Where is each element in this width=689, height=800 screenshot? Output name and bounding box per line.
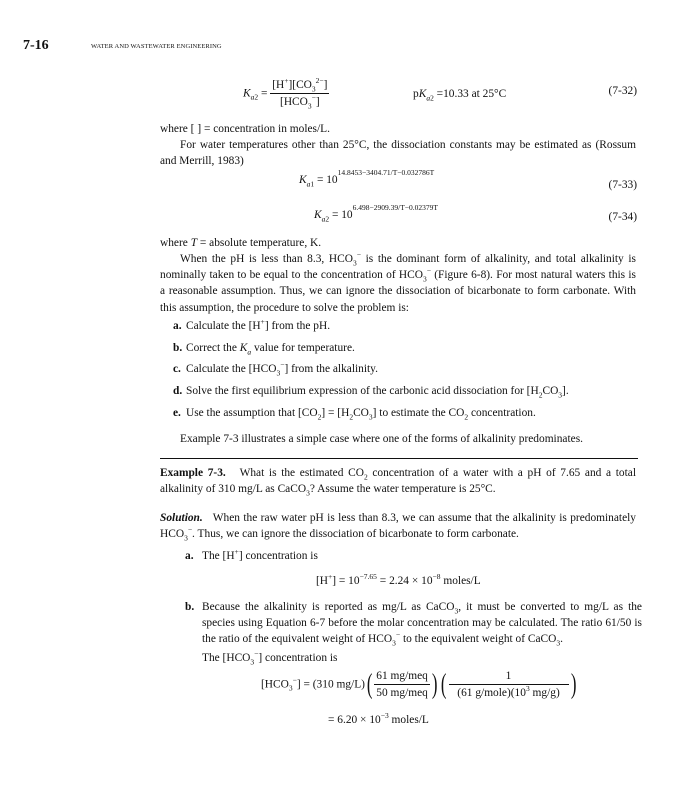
h-concentration-equation: $[H^+] = 10^{-7.65} = 2.24 \times 10^{-8}$ moles/L [316,572,481,587]
list-item: a. Calculate the [H+] from the pH. [173,317,331,332]
hco3-intro: The $[HCO_3^-]$ concentration is [202,649,338,667]
hco3-calculation: $[HCO_3^-] = (310$ mg/L)( $\frac{\text{61 mg/meq}}{\text{50 mg/meq}}$ ) ( $\frac{1}{(61 g/mole)(10^3 mg/g)}$ ) [261,668,576,700]
list-item: d. Solve the first equilibrium expression of the carbonic acid dissociation for $[H_2CO_3]$. [173,385,569,400]
equation-number: (7-32) [608,85,637,97]
hco3-result: = $6.20 \times 10^{-3}$ moles/L [328,711,429,726]
page-number: 7-16 [23,38,49,53]
equation-7-32: $K_{a2}$ = $\frac{[H^+][CO_3^{2-}]}{[HCO_3^-]}$ [243,76,328,111]
paragraph: where T = absolute temperature, K. [160,237,322,249]
equation-7-33: $K_{a1} = 10^{14.8453-3404.71/T-0.032786T}$ [299,168,435,189]
example-solution: Solution. When the raw water pH is less than 8.3, we can assume that the alkalinity is predominately $HCO_3^-$. Thus, we can ignore the dissociation of bicarbonate to form carbonate. [160,512,636,543]
list-item: c. Calculate the $[HCO_3^-]$ from the alkalinity. [173,360,378,378]
solution-step-a: a. The [H+] concentration is [185,547,318,562]
divider [160,458,638,459]
paragraph: Example 7-3 illustrates a simple case where one of the forms of alkalinity predominates. [180,433,583,445]
equation-7-34: $K_{a2} = 10^{6.498-2909.39/T-0.02379T}$ [314,203,438,224]
equation-7-32-pka2: $pK_{a2} =10.33$ at 25°C [413,88,507,103]
equation-number: (7-33) [608,179,637,191]
paragraph: where [ ] = concentration in moles/L. [160,123,330,135]
example-question: Example 7-3. What is the estimated $CO_2$ concentration of a water with a pH of 7.65 and a total alkalinity of 310 mg/L as CaCO$_3$? Assume the water temperature is 25°C. [160,467,637,498]
list-item: e. Use the assumption that $[CO_2] = [H_2CO_3]$ to estimate the $CO_2$ concentration. [173,407,536,422]
paragraph: When the pH is less than 8.3, $HCO_3^-$ is the dominant form of alkalinity, and total alkalinity is nominally taken to be equal to the concentration of $HCO_3^-$ (Figure 6-8). For most natural waters this is a reasonable assumption. Thus, we can ignore the dissociation of bicarbonate to form carbonate. With this assumption, the procedure to solve the problem is: [160,250,636,314]
running-title: WATER AND WASTEWATER ENGINEERING [91,43,222,50]
paragraph: For water temperatures other than 25°C, the dissociation constants may be estimated as (Rossum and Merrill, 1983) [160,139,636,168]
list-item: b. Correct the $K_a$ value for temperature. [173,342,355,357]
equation-number: (7-34) [608,211,637,223]
solution-step-b: b. Because the alkalinity is reported as mg/L as CaCO$_3$, it must be converted to mg/L as the species using Equation 6-7 before the molar concentration may be calculated. The ratio 61/50 is the ratio of the equivalent weight of $HCO_3^-$ to the equivalent weight of CaCO$_3$. [185,601,642,648]
